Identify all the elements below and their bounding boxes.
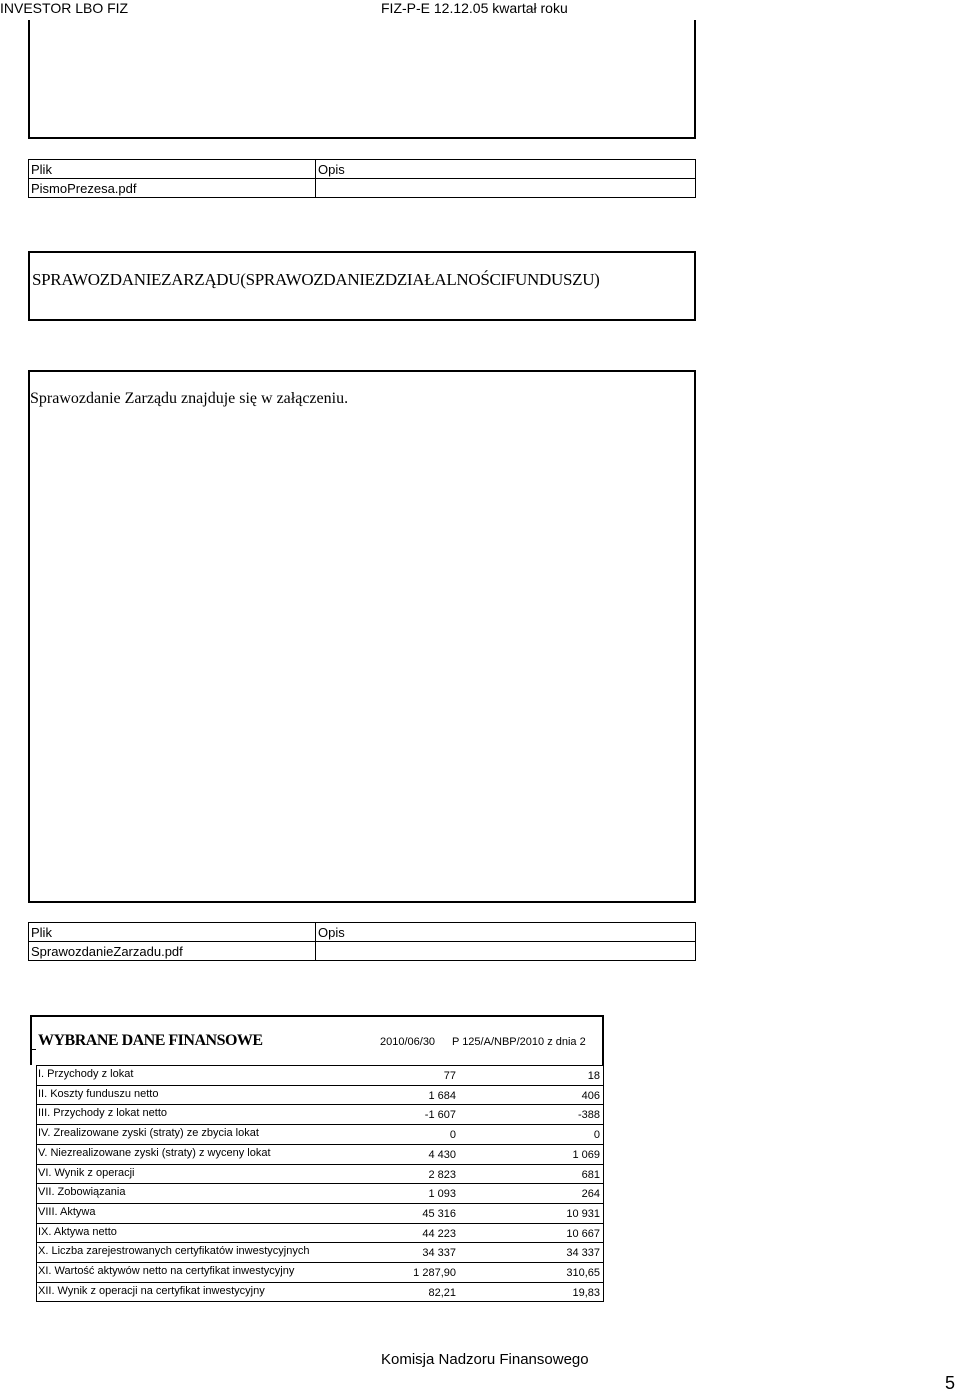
rows-right-border — [603, 1065, 604, 1301]
financial-row-value-1: 34 337 — [422, 1247, 456, 1260]
financial-row-label: VI. Wynik z operacji — [38, 1166, 135, 1179]
col-desc-header: Opis — [316, 923, 696, 942]
financial-row-value-1: 1 093 — [428, 1188, 456, 1201]
col-file-header: Plik — [29, 160, 316, 179]
financial-row-label: III. Przychody z lokat netto — [38, 1107, 168, 1120]
financial-row-label: IX. Aktywa netto — [38, 1225, 117, 1238]
financial-row-value-1: -1 607 — [424, 1109, 456, 1122]
box-left-connector — [30, 1049, 36, 1050]
rows-left-border — [36, 1065, 37, 1301]
row-top-border — [36, 1242, 604, 1243]
row-top-border — [36, 1085, 604, 1086]
row-top-border — [36, 1282, 604, 1283]
financial-row-value-2: 0 — [593, 1129, 600, 1142]
financial-row-value-2: 19,83 — [572, 1286, 600, 1299]
page-number: 5 — [945, 1373, 956, 1393]
financial-row-value-2: 406 — [581, 1089, 600, 1102]
report-text: Sprawozdanie Zarządu znajduje się w załączeniu. — [30, 390, 349, 407]
row-top-border — [36, 1164, 604, 1165]
financial-title: WYBRANE DANE FINANSOWE — [38, 1032, 263, 1049]
financial-row-value-1: 0 — [449, 1129, 456, 1142]
financial-row-value-2: 681 — [581, 1168, 600, 1181]
row-top-border — [36, 1262, 604, 1263]
financial-row-value-1: 77 — [443, 1070, 456, 1082]
financial-row-value-2: 10 667 — [566, 1227, 600, 1240]
rows-bottom-border — [36, 1301, 604, 1302]
financial-row-value-1: 45 316 — [422, 1207, 456, 1220]
financial-row-value-1: 44 223 — [422, 1227, 456, 1240]
row-top-border — [36, 1183, 604, 1184]
financial-row-label: VIII. Aktywa — [38, 1205, 96, 1218]
financial-row-label: I. Przychody z lokat — [38, 1068, 134, 1080]
attachment-file-link[interactable]: PismoPrezesa.pdf — [29, 179, 316, 198]
row-top-border — [36, 1144, 604, 1145]
financial-row-value-2: 264 — [581, 1188, 600, 1201]
header-fund-name: INVESTOR LBO FIZ — [0, 0, 129, 16]
col1-header: 2010/06/30 — [380, 1036, 436, 1048]
financial-row-label: X. Liczba zarejestrowanych certyfikatów inwestycyjnych — [38, 1245, 310, 1258]
financial-row-value-2: 1 069 — [572, 1148, 600, 1161]
financial-row-value-1: 1 287,90 — [413, 1267, 456, 1279]
row-top-border — [36, 1104, 604, 1105]
footer-org: Komisja Nadzoru Finansowego — [381, 1351, 589, 1368]
section-title: SPRAWOZDANIEZARZĄDU(SPRAWOZDANIEZDZIAŁALNOŚCIFUNDUSZU) — [32, 270, 600, 289]
financial-row-value-1: 82,21 — [428, 1286, 456, 1299]
financial-row-value-2: 34 337 — [566, 1247, 600, 1260]
col-desc-header: Opis — [316, 160, 696, 179]
financial-row-label: XII. Wynik z operacji na certyfikat inwestycyjny — [38, 1284, 265, 1297]
col2-header: P 125/A/NBP/2010 z dnia 2 — [452, 1036, 586, 1048]
row-top-border — [36, 1223, 604, 1224]
row-top-border — [36, 1203, 604, 1204]
row-top-border — [36, 1065, 604, 1066]
financial-row-value-1: 4 430 — [428, 1148, 456, 1161]
financial-row-value-1: 2 823 — [428, 1168, 456, 1181]
financial-row-value-2: -388 — [577, 1109, 600, 1122]
financial-row-value-2: 18 — [587, 1070, 600, 1082]
financial-row-label: XI. Wartość aktywów netto na certyfikat inwestycyjny — [38, 1265, 295, 1277]
col-file-header: Plik — [29, 923, 316, 942]
financial-row-label: V. Niezrealizowane zyski (straty) z wyceny lokat — [38, 1146, 271, 1159]
attachment-file-link[interactable]: SprawozdanieZarzadu.pdf — [29, 942, 316, 961]
financial-row-label: IV. Zrealizowane zyski (straty) ze zbycia lokat — [38, 1127, 259, 1140]
header-form-id: FIZ-P-E 12.12.05 kwartał roku — [381, 0, 568, 16]
financial-row-label: VII. Zobowiązania — [38, 1186, 126, 1199]
row-top-border — [36, 1124, 604, 1125]
financial-row-value-2: 10 931 — [566, 1207, 600, 1220]
financial-row-label: II. Koszty funduszu netto — [38, 1087, 159, 1100]
financial-row-value-2: 310,65 — [566, 1267, 600, 1279]
financial-row-value-1: 1 684 — [428, 1089, 456, 1102]
